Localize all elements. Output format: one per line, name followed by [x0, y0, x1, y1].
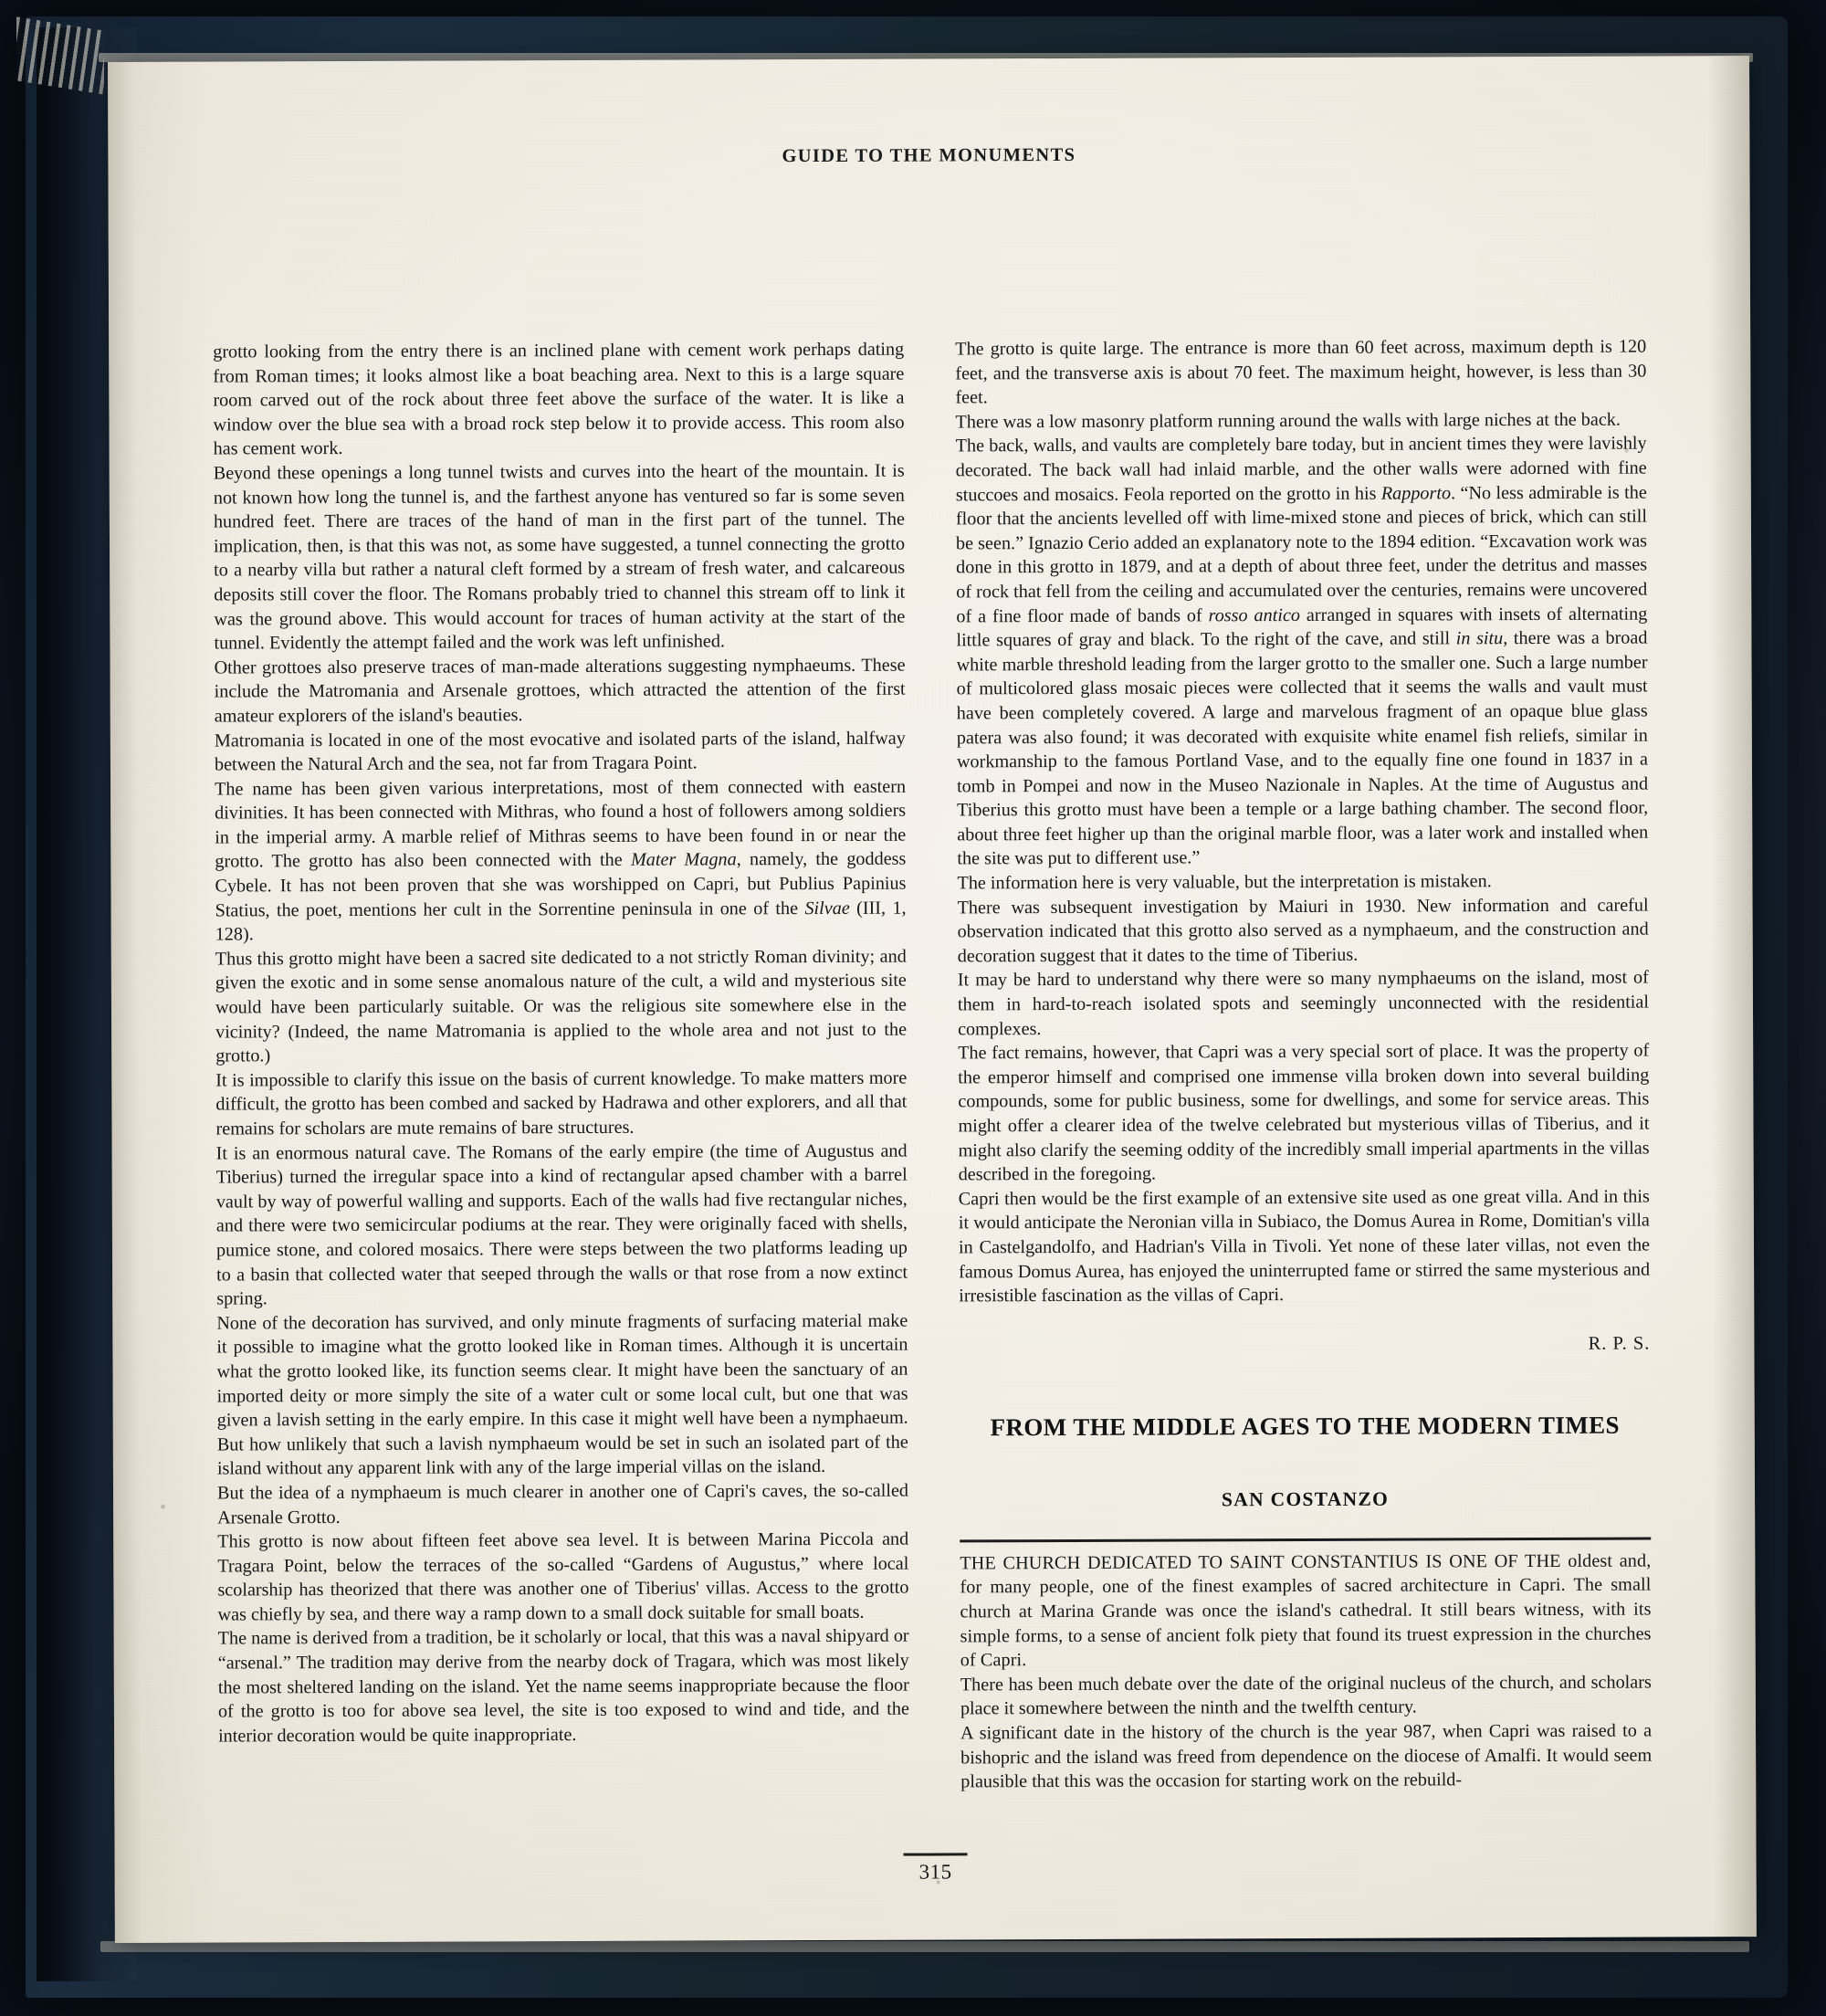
text-run: . “No less admirable is the floor that the ancients levelled off with lime-mixed stone and pieces of brick, which can still be seen.” Ignazio Cerio added an explanatory note to the 1894 edition. “Excavation work was done in this grotto in 1879, and at a depth of about three feet, under the detritus and masses of rock that fell from the ceiling and accumulated over the centuries, remains were uncovered of a fine floor made of bands of — [955, 482, 1648, 626]
paragraph: The name is derived from a tradition, be it scholarly or local, that this was a naval shipyard or “arsenal.” The tradition may derive from the nearby dock of Tragara, which was most likely the most sheltered landing on the island. Yet the name seems inappropriate because the floor of the grotto is too for above sea level, the site is too exposed to wind and tide, and the interior decoration would be quite inappropriate. — [217, 1626, 909, 1747]
paragraph: The information here is very valuable, but the interpretation is mistaken. — [957, 871, 1492, 894]
right-column — [955, 335, 1652, 1795]
page-content — [212, 143, 1653, 1884]
paragraph: There was subsequent investigation by Maiuri in 1930. New information and careful observation indicated that this grotto also served as a nymphaeum, and the construction and decoration suggest that it dates to the time of Tiberius. — [957, 895, 1649, 967]
section-title: FROM THE MIDDLE AGES TO THE MODERN TIMES — [990, 1411, 1621, 1442]
paragraph: A significant date in the history of the church is the year 987, when Capri was raised to a bishopric and the island was freed from dependence on the diocese of Amalfi. It would seem plausible that this was the occasion for starting work on the rebuild- — [960, 1720, 1653, 1792]
text-run: , namely, the goddess Cybele. It has not been proven that she was worshipped on Capri, but Publius Papinius Statius, the poet, mentions her cult in the Sorrentine peninsula in one of the — [215, 849, 907, 921]
italic-silvae: Silvae — [804, 898, 850, 919]
folio — [219, 1851, 1653, 1887]
paragraph-mithras — [215, 774, 907, 947]
binding-stitching — [16, 16, 104, 94]
paragraph: There has been much debate over the date of the original nucleus of the church, and scholars place it somewhere between the ninth and the twelfth century. — [960, 1672, 1652, 1719]
paragraph: It is impossible to clarify this issue on the basis of current knowledge. To make matters more difficult, the grotto has been combed and sacked by Hadrawa and other explorers, and all that remains for scholars are mute remains of bare structures. — [215, 1067, 908, 1139]
left-column — [213, 338, 909, 1798]
paragraph: Other grottoes also preserve traces of man-made alterations suggesting nymphaeums. These include the Matromania and Arsenale grottoes, which attracted the attention of the first amateur explorers of the island's beauties. — [214, 655, 906, 727]
text-run: arranged in squares with insets of alternating little squares of gray and black. To the right of the cave, and still — [956, 604, 1648, 651]
paragraph: But the idea of a nymphaeum is much clearer in another one of Capri's caves, the so-called Arsenale Grotto. — [216, 1480, 909, 1528]
paragraph: Capri then would be the first example of an extensive site used as one great villa. And in this it would anticipate the Neronian villa in Subiaco, the Domus Aurea in Rome, Domitian's villa in Castelgandolfo, and Hadrian's Villa in Tivoli. Yet none of these later villas, not even the famous Domus Aurea, has enjoyed the uninterrupted fame or stirred the same mysterious and irresistible fascination as the villas of Capri. — [958, 1186, 1651, 1307]
italic-rosso-antico: rosso antico — [1208, 604, 1301, 625]
paragraph: It is an enormous natural cave. The Romans of the early empire (the time of Augustus and Tiberius) turned the irregular space into a kind of rectangular apsed chamber with a barrel vault by way of powerful walling and supports. Each of the walls had five rectangular niches, and there were two semicircular podiums at the rear. They were originally faced with shells, pumice stone, and colored mosaics. There were steps between the two platforms leading up to a basin that collected water that seeped through the walls or that rose from a now extinct spring. — [215, 1140, 908, 1309]
italic-in-situ: in situ — [1455, 628, 1504, 649]
two-column-body — [213, 335, 1652, 1798]
under-page-edge-bottom — [100, 1941, 1749, 1952]
paragraph: Beyond these openings a long tunnel twists and curves into the heart of the mountain. It is not known how long the tunnel is, and the farthest anyone has ventured so far is some seven hundred feet. There are traces of the hand of man in the first part of the tunnel. The implication, then, is that this was not, as some have suggested, a tunnel connecting the grotto to a nearby villa but rather a natural cleft formed by a stream of fresh water, and calcareous deposits still cover the floor. The Romans probably tried to channel this stream off to link it was the ground above. This would account for traces of human activity at the start of the tunnel. Evidently the attempt failed and the work was left unfinished. — [213, 460, 906, 654]
section-divider-rule — [960, 1537, 1651, 1542]
paper-speck — [161, 1505, 165, 1509]
paragraph: The grotto is quite large. The entrance is more than 60 feet across, maximum depth is 120 feet, and the transverse axis is about 70 feet. The maximum height, however, is less than 30 feet. — [955, 336, 1647, 408]
text-run: The name has been given various interpretations, most of them connected with eastern divinities. It has been connected with Mithras, who found a host of followers among soldiers in the imperial army. A marble relief of Mithras seems to have been found in or near the grotto. The grotto has also been connected with the — [215, 776, 907, 873]
paragraph: The fact remains, however, that Capri was a very special sort of place. It was the property of the emperor himself and comprised one immense villa broken down into several building compounds, some for public business, some for dwellings, and some for service areas. This might offer a clearer idea of the twelve celebrated but mysterious villas of Tiberius, and it might also clarify the seeming oddity of the incredibly small imperial apartments in the villas described in the foregoing. — [958, 1040, 1650, 1185]
italic-mater-magna: Mater Magna — [630, 849, 737, 871]
text-run: , there was a broad white marble threshold leading from the larger grotto to the smaller one. Such a large number of multicolored glass mosaic pieces were collected that it seems the walls and vault must have been completely covered. A large and marvelous fragment of an opaque blue glass patera was also found; it was decorated with exquisite white enamel fish reliefs, similar in workmanship to the famous Portland Vase, and to the equally fine one found in 1837 in a tomb in Pompei and now in the Museo Nazionale in Naples. At the time of Augustus and Tiberius this grotto must have been a temple or a large bathing chamber. The second floor, about three feet higher up than the original marble floor, was a later work and installed when the site was put to different use.” — [956, 627, 1649, 869]
printed-page — [108, 56, 1757, 1943]
running-head: GUIDE TO THE MONUMENTS — [782, 144, 1076, 167]
paragraph: There was a low masonry platform running around the walls with large niches at the back. — [955, 409, 1621, 433]
paragraph: This grotto is now about fifteen feet above sea level. It is between Marina Piccola and Tragara Point, below the terraces of the so-called “Gardens of Augustus,” where local scolarship has theorized that there was another one of Tiberius' villas. Access to the grotto was chiefly by sea, and there way a ramp down to a small dock suitable for small boats. — [217, 1528, 909, 1625]
author-initials: R. P. S. — [1588, 1333, 1651, 1354]
paragraph: Matromania is located in one of the most evocative and isolated parts of the island, halfway between the Natural Arch and the sea, not far from Tragara Point. — [214, 728, 906, 775]
paragraph: Thus this grotto might have been a sacred site dedicated to a not strictly Roman divinity; and given the exotic and in some sense anomalous nature of the cult, a wild and mysterious site would have been particularly suitable. Or was the religious site somewhere else in the vicinity? (Indeed, the name Matromania is applied to the whole area and not just to the grotto.) — [215, 946, 908, 1066]
text-run: (III, 1, 128). — [215, 898, 907, 945]
page-number: 315 — [918, 1859, 952, 1884]
folio-rule — [904, 1853, 968, 1855]
text-run: The back, walls, and vaults are completely bare today, but in ancient times they were lavishly decorated. The back wall had inlaid marble, and the other walls were adorned with fine stuccoes and mosaics. Feola reported on the grotto in his — [955, 433, 1647, 505]
paragraph-feola — [956, 432, 1649, 872]
subsection-title: SAN COSTANZO — [1221, 1487, 1390, 1511]
paragraph: It may be hard to understand why there were so many nymphaeums on the island, most of them in hard-to-reach isolated spots and seemingly unconnected with the residential complexes. — [957, 967, 1650, 1040]
paragraph: None of the decoration has survived, and only minute fragments of surfacing material make it possible to imagine what the grotto looked like in Roman times. Although it is uncertain what the grotto looked like, its function seems clear. It might have been the sanctuary of an imported deity or more simply the site of a water cult or some local cult, but one that was given a lavish setting in the early empire. In this case it might well have been a nymphaeum. But how unlikely that such a lavish nymphaeum would be set in such an isolated part of the island without any apparent link with any of the large imperial villas on the island. — [216, 1310, 908, 1479]
italic-rapporto: Rapporto — [1380, 482, 1452, 504]
paragraph: grotto looking from the entry there is an inclined plane with cement work perhaps dating from Roman times; it looks almost like a boat beaching area. Next to this is a large square room carved out of the rock about three feet above the surface of the water. It is like a window over the blue sea with a broad rock step below it to provide access. This room also has cement work. — [213, 339, 905, 459]
paragraph-lead: THE CHURCH DEDICATED TO SAINT CONSTANTIUS IS ONE OF THE oldest and, for many people, one of the finest examples of sacred architecture in Capri. The small church at Marina Grande was once the island's cathedral. It still bears witness, with its simple forms, to a sense of ancient folk piety that found its truest expression in the churches of Capri. — [960, 1550, 1652, 1671]
